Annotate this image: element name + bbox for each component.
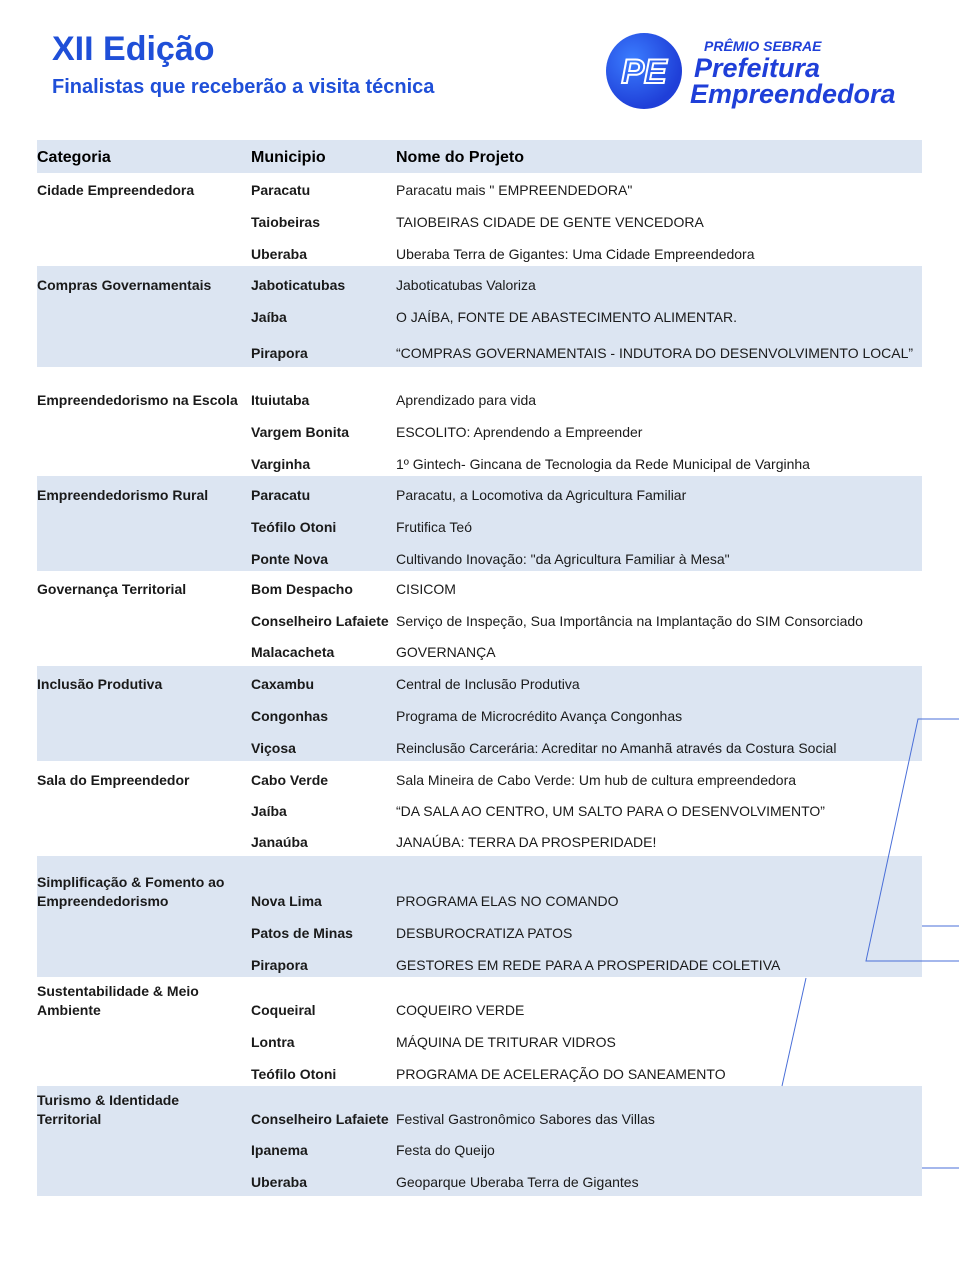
municipio-cell: Congonhas — [251, 708, 328, 724]
projeto-cell: GESTORES EM REDE PARA A PROSPERIDADE COLETIVA — [396, 957, 781, 973]
category-label: Compras Governamentais — [37, 277, 212, 293]
municipio-cell: Patos de Minas — [251, 925, 353, 941]
projeto-cell: Programa de Microcrédito Avança Congonhas — [396, 708, 683, 724]
projeto-cell: Festival Gastronômico Sabores das Villas — [396, 1111, 655, 1127]
municipio-cell: Cabo Verde — [251, 772, 329, 788]
municipio-cell: Uberaba — [251, 1174, 308, 1190]
projeto-cell: JANAÚBA: TERRA DA PROSPERIDADE! — [396, 834, 657, 850]
logo-small-text: PRÊMIO SEBRAE — [704, 38, 822, 54]
header-projeto: Nome do Projeto — [396, 149, 525, 166]
projeto-cell: Paracatu mais " EMPREENDEDORA" — [396, 182, 633, 198]
category-label: Turismo & Identidade — [37, 1092, 180, 1108]
category-group — [37, 266, 922, 367]
category-label-line2: Ambiente — [37, 1002, 101, 1018]
projeto-cell: Serviço de Inspeção, Sua Importância na Implantação do SIM Consorciado — [396, 613, 863, 629]
projeto-cell: “DA SALA AO CENTRO, UM SALTO PARA O DESENVOLVIMENTO” — [396, 803, 825, 819]
category-group — [37, 1086, 922, 1196]
projeto-cell: O JAÍBA, FONTE DE ABASTECIMENTO ALIMENTAR. — [396, 309, 737, 325]
logo-monogram: PE — [621, 53, 667, 91]
category-group — [37, 977, 922, 1086]
municipio-cell: Bom Despacho — [251, 581, 353, 597]
projeto-cell: Festa do Queijo — [396, 1142, 495, 1158]
category-label: Empreendedorismo Rural — [37, 487, 209, 503]
category-label: Cidade Empreendedora — [37, 182, 195, 198]
municipio-cell: Conselheiro Lafaiete — [251, 613, 389, 629]
municipio-cell: Pirapora — [251, 345, 308, 361]
category-group — [37, 173, 922, 266]
municipio-cell: Teófilo Otoni — [251, 519, 337, 535]
projeto-cell: Cultivando Inovação: "da Agricultura Familiar à Mesa" — [396, 551, 730, 567]
projeto-cell: Reinclusão Carcerária: Acreditar no Amanhã através da Costura Social — [396, 740, 837, 756]
category-label: Governança Territorial — [37, 581, 187, 597]
projeto-cell: Sala Mineira de Cabo Verde: Um hub de cultura empreendedora — [396, 772, 797, 788]
projeto-cell: COQUEIRO VERDE — [396, 1002, 525, 1018]
municipio-cell: Malacacheta — [251, 644, 335, 660]
logo-line2: Empreendedora — [690, 79, 896, 109]
projeto-cell: “COMPRAS GOVERNAMENTAIS - INDUTORA DO DESENVOLVIMENTO LOCAL” — [396, 345, 914, 361]
municipio-cell: Varginha — [251, 456, 311, 472]
page-subtitle: Finalistas que receberão a visita técnica — [52, 76, 435, 98]
category-label-line2: Empreendedorismo — [37, 893, 169, 909]
municipio-cell: Paracatu — [251, 182, 311, 198]
projeto-cell: DESBUROCRATIZA PATOS — [396, 925, 573, 941]
projeto-cell: ESCOLITO: Aprendendo a Empreender — [396, 424, 643, 440]
municipio-cell: Lontra — [251, 1034, 295, 1050]
header-categoria: Categoria — [37, 149, 111, 166]
projeto-cell: CISICOM — [396, 581, 456, 597]
category-label: Sala do Empreendedor — [37, 772, 190, 788]
logo-pe-icon — [606, 33, 682, 109]
municipio-cell: Uberaba — [251, 246, 308, 262]
municipio-cell: Coqueiral — [251, 1002, 316, 1018]
projeto-cell: Jaboticatubas Valoriza — [396, 277, 536, 293]
category-group — [37, 666, 922, 761]
category-label-line2: Territorial — [37, 1111, 102, 1127]
finalists-table — [37, 140, 922, 1196]
municipio-cell: Paracatu — [251, 487, 311, 503]
projeto-cell: MÁQUINA DE TRITURAR VIDROS — [396, 1034, 616, 1050]
category-label: Inclusão Produtiva — [37, 676, 163, 692]
projeto-cell: Paracatu, a Locomotiva da Agricultura Familiar — [396, 487, 687, 503]
projeto-cell: Aprendizado para vida — [396, 392, 537, 408]
category-group — [37, 476, 922, 571]
municipio-cell: Ipanema — [251, 1142, 308, 1158]
projeto-cell: Geoparque Uberaba Terra de Gigantes — [396, 1174, 639, 1190]
projeto-cell: Frutifica Teó — [396, 519, 472, 535]
municipio-cell: Pirapora — [251, 957, 308, 973]
category-label: Sustentabilidade & Meio — [37, 983, 199, 999]
municipio-cell: Ituiutaba — [251, 392, 310, 408]
municipio-cell: Jaíba — [251, 803, 287, 819]
category-group — [37, 367, 922, 476]
municipio-cell: Janaúba — [251, 834, 308, 850]
municipio-cell: Caxambu — [251, 676, 315, 692]
logo-line1: Prefeitura — [694, 53, 821, 83]
table-header — [37, 140, 922, 173]
page-title: XII Edição — [52, 30, 215, 68]
projeto-cell: GOVERNANÇA — [396, 644, 496, 660]
municipio-cell: Ponte Nova — [251, 551, 329, 567]
category-group — [37, 856, 922, 977]
projeto-cell: 1º Gintech- Gincana de Tecnologia da Rede Municipal de Varginha — [396, 456, 810, 472]
projeto-cell: Uberaba Terra de Gigantes: Uma Cidade Empreendedora — [396, 246, 755, 262]
category-group — [37, 761, 922, 856]
municipio-cell: Jaboticatubas — [251, 277, 346, 293]
municipio-cell: Teófilo Otoni — [251, 1066, 337, 1082]
category-group — [37, 571, 922, 666]
category-label: Simplificação & Fomento ao — [37, 874, 225, 890]
projeto-cell: TAIOBEIRAS CIDADE DE GENTE VENCEDORA — [396, 214, 704, 230]
municipio-cell: Conselheiro Lafaiete — [251, 1111, 389, 1127]
municipio-cell: Nova Lima — [251, 893, 322, 909]
projeto-cell: PROGRAMA DE ACELERAÇÃO DO SANEAMENTO — [396, 1066, 726, 1082]
municipio-cell: Viçosa — [251, 740, 296, 756]
municipio-cell: Jaíba — [251, 309, 287, 325]
municipio-cell: Vargem Bonita — [251, 424, 350, 440]
projeto-cell: PROGRAMA ELAS NO COMANDO — [396, 893, 619, 909]
category-label: Empreendedorismo na Escola — [37, 392, 238, 408]
projeto-cell: Central de Inclusão Produtiva — [396, 676, 580, 692]
header-municipio: Municipio — [251, 149, 326, 166]
municipio-cell: Taiobeiras — [251, 214, 320, 230]
